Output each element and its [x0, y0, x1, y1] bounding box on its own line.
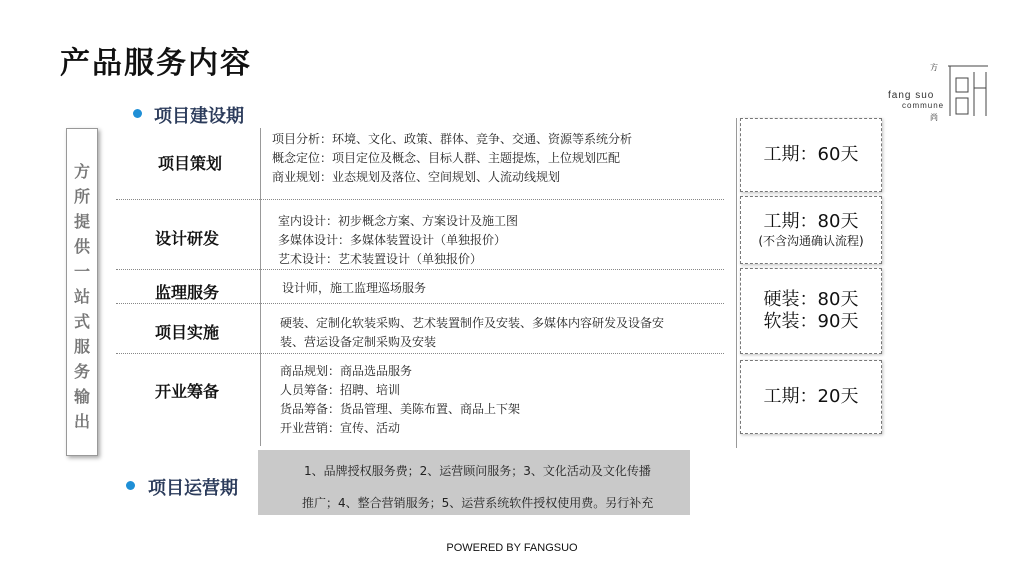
phase-construction-title: 项目建设期 — [154, 106, 244, 127]
desc-line: 开业营销：宣传、活动 — [280, 421, 401, 435]
side-label-char: 供 — [73, 237, 90, 256]
brand-logo — [880, 58, 990, 122]
desc-line: 艺术设计：艺术装置设计（单独报价） — [278, 252, 483, 266]
table-divider — [736, 118, 737, 448]
ops-line: 1、品牌授权服务费；2、运营顾问服务；3、文化活动及文化传播 — [304, 464, 651, 478]
desc-line: 人员筹备：招聘、培训 — [280, 383, 401, 397]
side-label-char: 方 — [73, 162, 90, 181]
period-box-planning — [740, 118, 882, 192]
row-separator — [116, 353, 724, 354]
period-note: (不含沟通确认流程) — [758, 234, 864, 248]
period-box-opening — [740, 360, 882, 434]
phase-operation-title: 项目运营期 — [148, 478, 238, 499]
side-label-char: 式 — [73, 312, 90, 331]
desc-line: 商业规划：业态规划及落位、空间规划、人流动线规划 — [272, 170, 561, 184]
period-box-design — [740, 196, 882, 264]
desc-line: 概念定位：项目定位及概念、目标人群、主题提炼，上位规划匹配 — [272, 151, 621, 165]
desc-line: 货品筹备：货品管理、美陈布置、商品上下架 — [280, 402, 521, 416]
bullet-dot-icon — [126, 481, 135, 490]
row-desc-opening — [280, 362, 520, 438]
row-desc-planning — [272, 130, 632, 187]
row-label-design: 设计研发 — [155, 229, 220, 248]
row-label-planning: 项目策划 — [158, 154, 223, 173]
side-label-char: 务 — [73, 362, 90, 381]
row-desc-supervision — [282, 279, 426, 298]
desc-line: 项目分析：环境、文化、政策、群体、竞争、交通、资源等系统分析 — [272, 132, 633, 146]
logo-top-char: 方 — [930, 63, 939, 72]
period-text: 工期：20天 — [763, 386, 859, 407]
row-label-supervision: 监理服务 — [155, 283, 220, 302]
period-text: 工期：80天 — [763, 211, 859, 232]
side-label-char: 输 — [73, 387, 90, 406]
row-desc-implementation — [280, 314, 664, 352]
side-label-box — [66, 128, 98, 456]
side-label-char: 出 — [73, 412, 90, 431]
row-label-opening: 开业筹备 — [155, 382, 220, 401]
period-text-soft: 软装：90天 — [763, 311, 859, 332]
row-desc-design — [278, 212, 518, 269]
row-separator — [116, 269, 724, 270]
logo-sub-text: commune — [902, 101, 945, 110]
logo-bottom-char: 尚 — [930, 113, 939, 122]
desc-line: 装、营运设备定制采购及安装 — [280, 335, 437, 349]
desc-line: 多媒体设计：多媒体装置设计（单独报价） — [278, 233, 507, 247]
logo-brand-text: fang suo — [888, 90, 935, 101]
side-label-char: 所 — [73, 187, 90, 206]
desc-line: 商品规划：商品选品服务 — [280, 364, 413, 378]
desc-line: 设计师，施工监理巡场服务 — [282, 281, 427, 295]
period-box-implementation — [740, 268, 882, 354]
side-label-text — [67, 129, 97, 434]
period-text-hard: 硬装：80天 — [763, 289, 859, 310]
row-separator — [116, 199, 724, 200]
side-label-char: 站 — [73, 287, 90, 306]
desc-line: 硬装、定制化软装采购、艺术装置制作及安装、多媒体内容研发及设备安 — [280, 316, 665, 330]
ops-line: 推广；4、整合营销服务；5、运营系统软件授权使用费。另行补充 — [302, 496, 654, 510]
footer-credit: POWERED BY FANGSUO — [446, 542, 578, 554]
bullet-dot-icon — [133, 109, 142, 118]
side-label-char: 服 — [73, 337, 90, 356]
period-text: 工期：60天 — [763, 144, 859, 165]
side-label-char: 提 — [73, 212, 90, 231]
row-separator — [116, 303, 724, 304]
side-label-char: 一 — [73, 262, 90, 281]
desc-line: 室内设计：初步概念方案、方案设计及施工图 — [278, 214, 519, 228]
operation-services-box — [258, 450, 690, 515]
table-divider — [260, 128, 261, 446]
row-label-implementation: 项目实施 — [155, 323, 220, 342]
page-title: 产品服务内容 — [60, 46, 252, 81]
